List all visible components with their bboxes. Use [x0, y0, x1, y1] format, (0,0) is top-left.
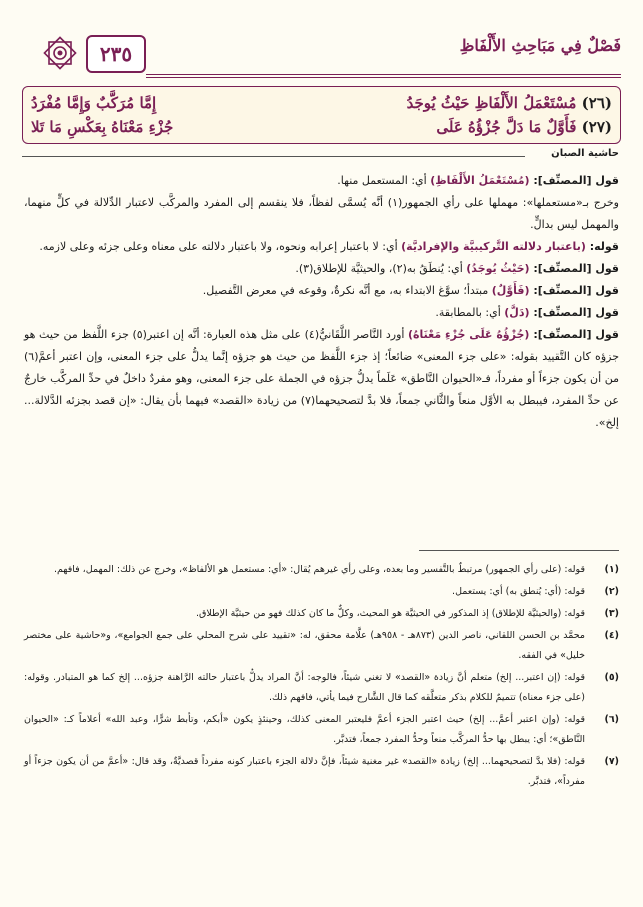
chapter-title: فَصْلٌ فِي مَبَاحِثِ الأَلْفَاظِ [459, 36, 621, 55]
footnote: (١) قوله: (على رأي الجمهور) مرتبطٌ بالتَّفسير وما بعده، وعلى رأي غيرهم يُقال: «أي: مستعمل هو الألفاظ»، وخرج عن ذلك: المهمل، فافهم. [53, 564, 619, 575]
footnote-rule [419, 550, 619, 551]
paragraph: قول [المصنِّف]: (جُزْؤُهُ عَلَى جُزْءِ مَعْنَاهُ) أورد النَّاصر اللَّقَانيُّ(٤) على مثل هذه العبارة: أنَّه إن اعتبر(٥) جزء اللَّفظ من حيث هو جزؤه كان التَّقييد بقوله: «على جزء المعنى» ضائعاً؛ إذ جزء اللَّفظ من حيث هو جزؤه إنَّما يدلُّ على جزء المعنى، وإن اعتبر أعمَّ(٦) من أن يكون جزءاً أو مفرداً، فـ«الحيوان النَّاطق» عَلَماً يدلُّ جزؤه في الجملة على جزء المعنى، وهو مفردٌ داخلٌ في حدِّ المركَّب خارجٌ عن حدِّ المفرد، فيبطل به الأوَّل منعاً والثَّاني جمعاً، فلا بدَّ لتصحيحهما(٧) من زيادة «القصد» فيهما بأن يقال: «إن قصد بجزئه الدَّلالة... إلخ». [24, 328, 619, 429]
footnote: (٦) قوله: (وإن اعتبر أعمَّ... إلخ) حيث اعتبر الجزء أعمَّ فليعتبر المعنى كذلك، وحينئذٍ يكون «أبكم، وتأبط شرًّا، وعبد الله» أعلاماً كـ: «الحيوان النَّاطق»؛ أي: يبطل بها حدُّ المركَّب منعاً وحدُّ المفرد جمعاً، فتدبَّر. [24, 714, 619, 745]
paragraph: قول [المصنِّف]: (دَلَّ) أي: بالمطابقة. [435, 306, 619, 319]
section-label: حاشية الصبان [551, 148, 619, 159]
commentary-body [24, 170, 619, 434]
paragraph: قول [المصنِّف]: (مُسْتَعْمَلُ الأَلْفَاظِ) أي: المستعمل منها. [337, 174, 619, 187]
footnote: (٢) قوله: (أي: يُنطق به) أي: يستعمل. [452, 586, 619, 597]
verse-number: (٢٦) [581, 94, 612, 112]
verse-line-27 [31, 115, 612, 141]
footnote: (٧) قوله: (فلا بدَّ لتصحيحهما... إلخ) زيادة «القصد» غير مغنية شيئاً، فإنَّ دلالة الجزء باعتبار كونه مفرداً قصديَّةٌ، وقد قال: «أعمَّ من أن يكون جزءاً أو مفرداً»، فتدبَّر. [24, 756, 619, 787]
ornament-star-icon [40, 33, 80, 73]
verse-hemistich-2: إِمَّا مُرَكَّبٌ وَإِمَّا مُفْرَدُ [31, 94, 157, 112]
verse-hemistich-2: جُزْءِ مَعْنَاهُ بِعَكْسِ مَا تَلا [31, 118, 174, 136]
page-number: ٢٣٥ [86, 35, 146, 73]
footnote: (٣) قوله: (والحيثيَّة للإطلاق) إذ المذكور في الحيثيَّة هو المحيث، وكلٌّ ما كان كذلك فهو من حيثيَّة الإطلاق. [195, 608, 619, 619]
verse-box [22, 86, 621, 144]
paragraph: وخرج بـ«مستعملها»: مهملها على رأي الجمهور(١) أنَّه يُسمَّى لفظاً، فلا ينقسم إلى المفرد والمركَّب لاعتبار الدِّلالة في كلٍّ منهما، والمهمل ليس بدالٍّ. [24, 196, 619, 231]
header-rule-2 [146, 77, 621, 78]
verse-hemistich-1: فَأَوَّلٌ مَا دَلَّ جُزْؤُهُ عَلَى [436, 118, 577, 136]
footnote: (٥) قوله: (إن اعتبر... إلخ) متعلم أنَّ زيادة «القصد» لا تغني شيئاً، فالوجه: أنَّ المراد يدلُّ باعتبار حالته الرَّاهنة جزؤه... إلخ كما هو المتبادر. وقوله: (على جزء معناه) تتميمٌ للكلام بذكر متعلَّقه كما قال الشَّارح فيما يأتي، فافهم ذلك. [24, 672, 619, 703]
page-header [22, 30, 621, 80]
section-rule [22, 156, 525, 157]
verse-hemistich-1: مُسْتَعْمَلُ الأَلْفَاظِ حَيْثُ يُوجَدُ [406, 94, 577, 112]
paragraph: قول [المصنِّف]: (فَأَوَّلٌ) مبتدأ؛ سوَّغ الابتداء به، مع أنَّه نكرةٌ، وقوعه في معرض التَّفصيل. [202, 284, 619, 297]
paragraph: قول [المصنِّف]: (حَيْثُ يُوجَدُ) أي: يُنطَقُ به(٢)، والحيثيَّة للإطلاق(٣). [295, 262, 619, 275]
paragraph: قوله: (باعتبار دلالته التَّركيبيَّة والإفراديَّة) أي: لا باعتبار إعرابه ونحوه، ولا باعتبار دلالته على معناه وعلى جزئه وعلى لازمه. [39, 240, 619, 253]
verse-number: (٢٧) [581, 118, 612, 136]
footnote: (٤) محمَّد بن الحسن اللقاني، ناصر الدين (٨٧٣هـ - ٩٥٨هـ) علَّامة محقق، له: «تقييد على شرح المحلي على جمع الجوامع»، و«حاشية على مختصر خليل» في الفقه. [24, 630, 619, 661]
footnotes [24, 560, 619, 794]
verse-line-26 [31, 91, 612, 117]
header-rule [146, 74, 621, 75]
